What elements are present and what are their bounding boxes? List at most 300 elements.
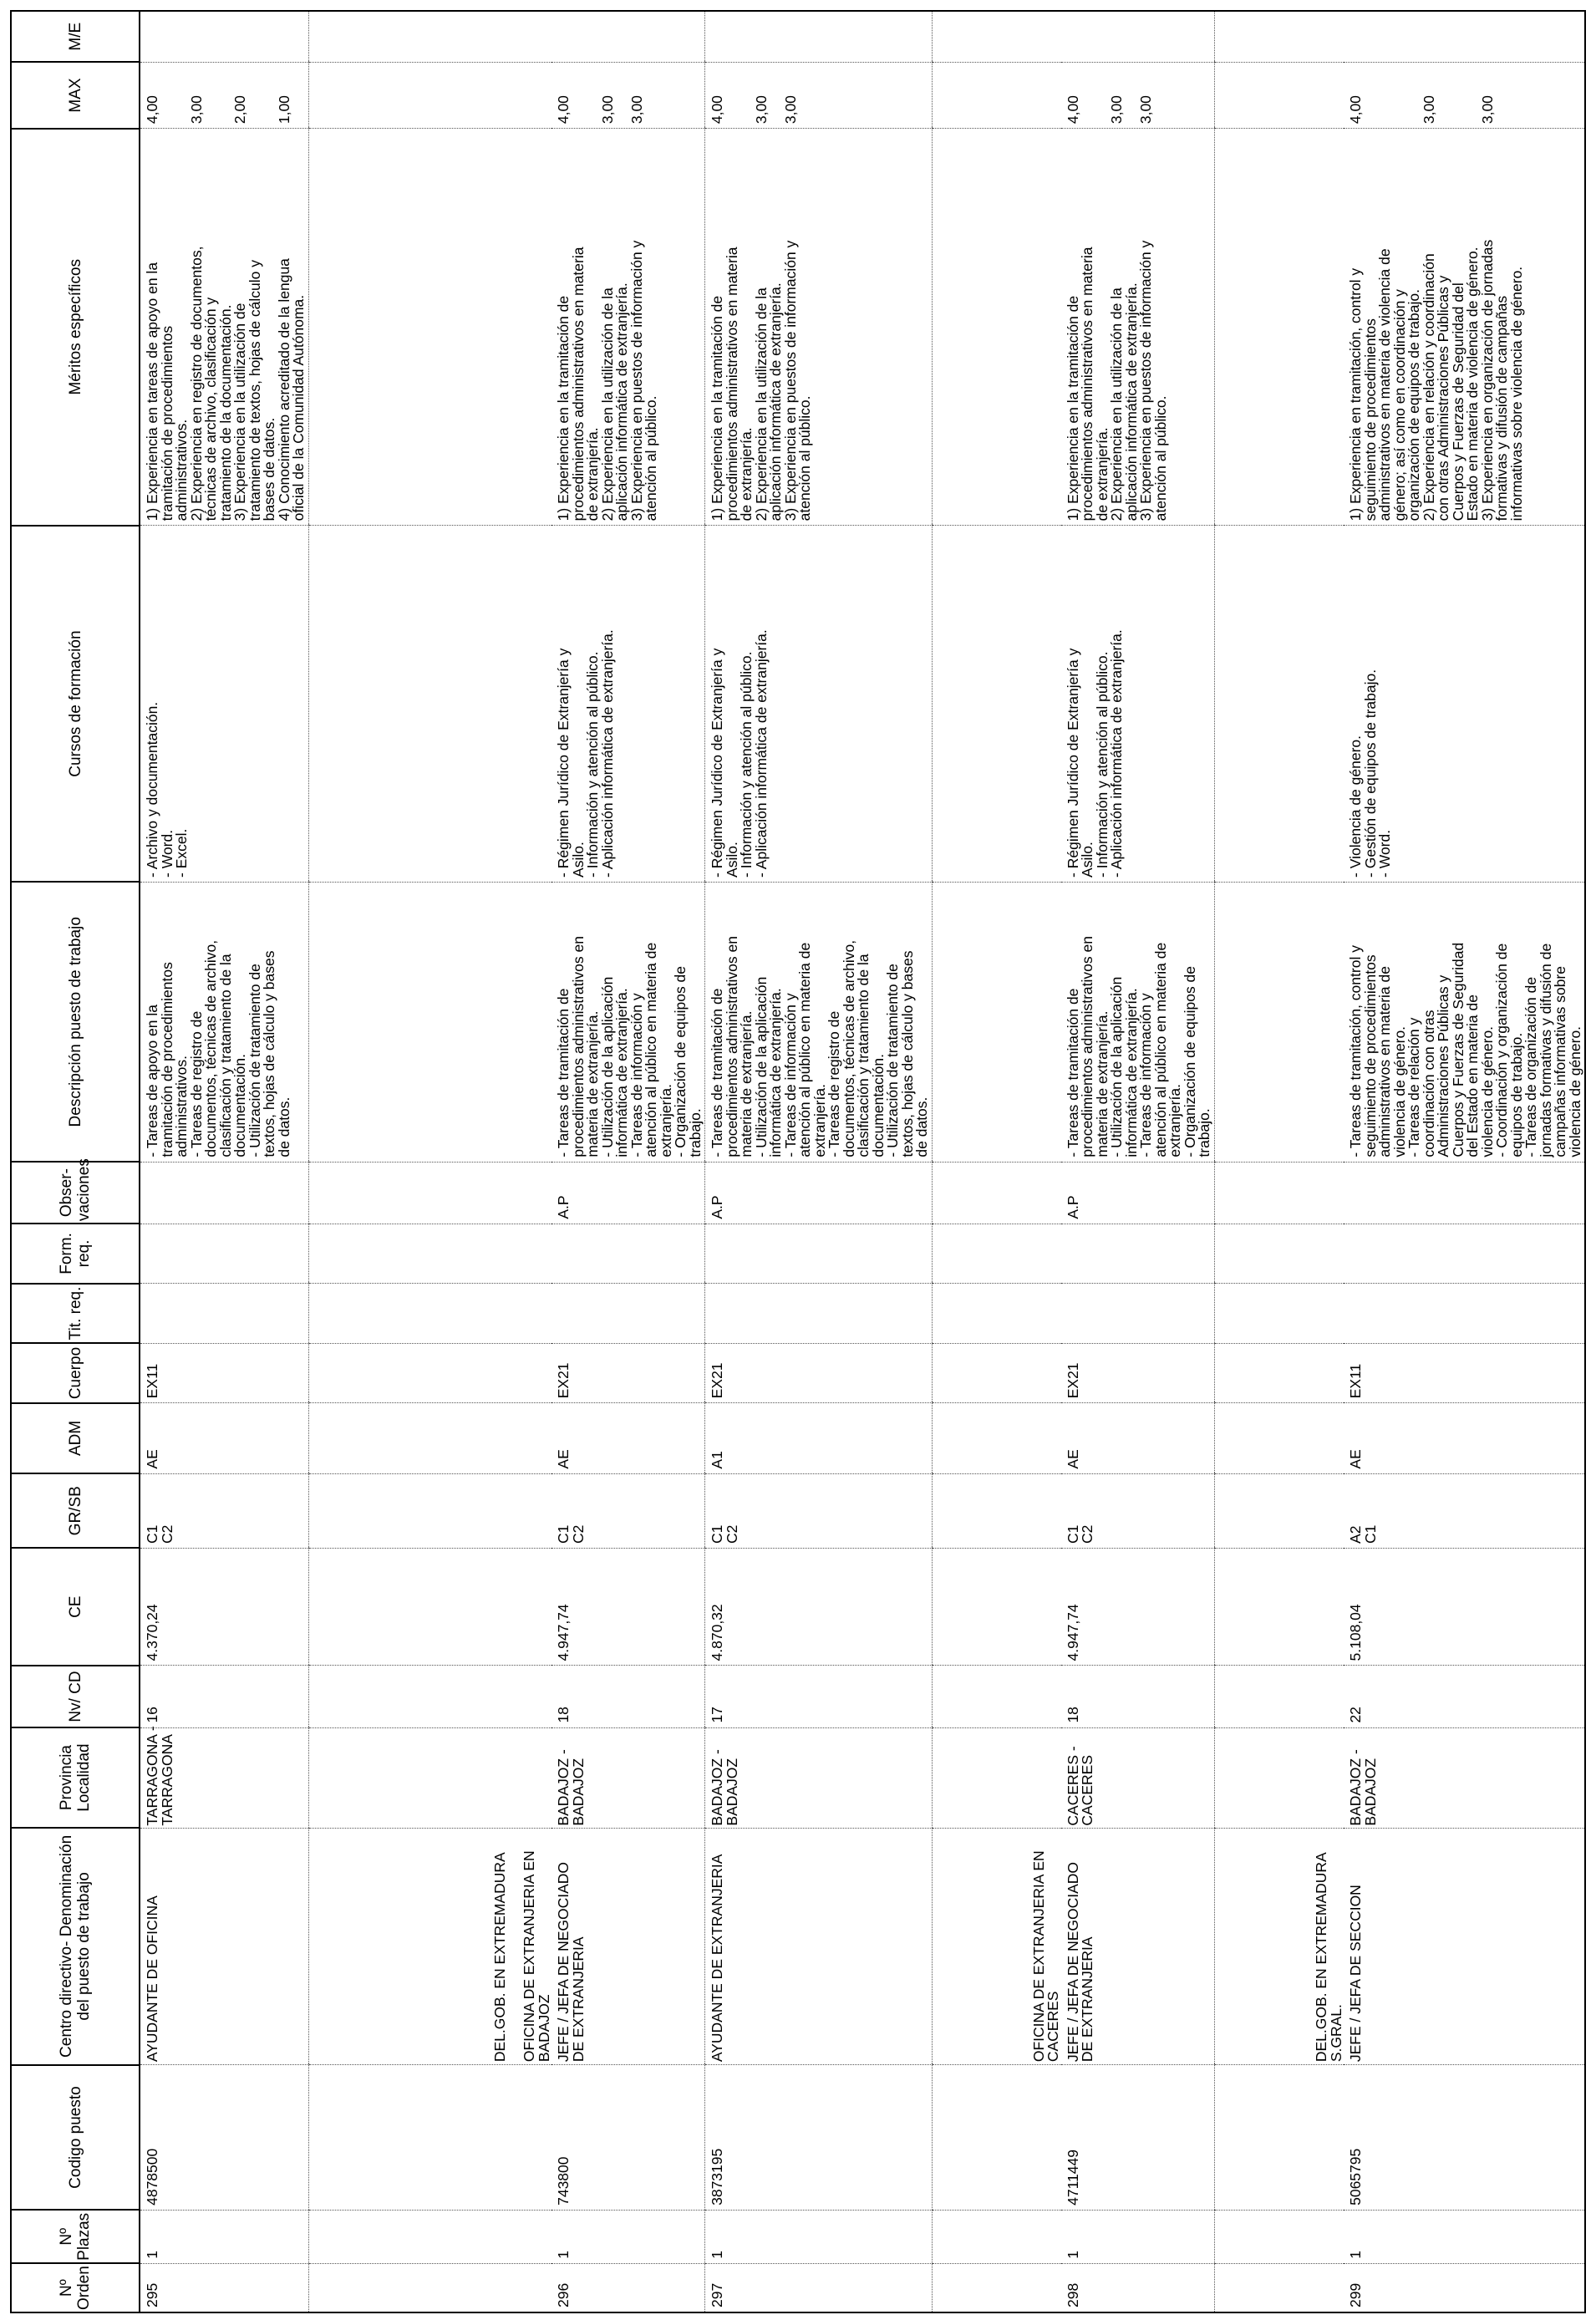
job-title-line: DE EXTRANJERIA [569, 1936, 587, 2063]
meritos-line: 4) Conocimiento acreditado de la lengua [275, 258, 292, 521]
col-header-observaciones: Obser- vaciones [11, 1162, 140, 1224]
descripcion-line: administrativos. [173, 1056, 190, 1157]
descripcion-line: - Tareas de tramitación de [555, 988, 572, 1157]
header-row [11, 11, 140, 2312]
cell-ce: 4.947,74 [1061, 1548, 1215, 1666]
cell-provincia [1061, 1727, 1215, 1828]
cell-titulacion [705, 1284, 933, 1344]
cell-max [140, 62, 308, 128]
descripcion-line: - Tareas de registro de [826, 1010, 843, 1157]
max-line: 3,00 [598, 95, 616, 125]
cell-codigo [308, 2065, 551, 2211]
descripcion-line: - Utilización de tratamiento de [246, 964, 263, 1157]
job-title-line: JEFE / JEFA DE SECCION [1347, 1885, 1364, 2063]
cell-meritos [308, 129, 551, 526]
descripcion-line: textos, hojas de cálculo y bases [261, 950, 277, 1157]
max-line [175, 66, 190, 124]
meritos-line: 2) Experiencia en relación y coordinación [1420, 253, 1437, 521]
descripcion-line: extranjería. [811, 1084, 828, 1157]
cell-descripcion [1344, 882, 1585, 1162]
col-header-codigo: Codigo puesto [11, 2065, 140, 2211]
cell-max [932, 62, 1061, 128]
max-line: 3,00 [1420, 95, 1437, 125]
descripcion-line: coordinación con otras [1420, 1010, 1437, 1157]
descripcion-line: - Utilización de la aplicación [1108, 976, 1126, 1157]
meritos-line: 2) Experiencia en la utilización de la [598, 287, 616, 521]
meritos-line: aplicación informática de extranjería. [1122, 282, 1140, 521]
descripcion-line: - Tareas de tramitación de [709, 988, 726, 1157]
col-header-centro: Centro directivo- Denominación del puesto de trabajo [11, 1828, 140, 2065]
descripcion-line: informática de extranjería. [613, 988, 631, 1157]
group-line: C2 [158, 1524, 175, 1544]
descripcion-line: informática de extranjería. [767, 988, 785, 1157]
cursos-line: - Información y atención al público. [1093, 651, 1111, 878]
meritos-line: seguimiento de procedimientos [1361, 318, 1379, 521]
cell-observaciones [308, 1162, 551, 1224]
descripcion-line: de datos. [913, 1096, 931, 1157]
cell-formacion [1061, 1224, 1215, 1284]
descripcion-line: trabajo. [1196, 1108, 1213, 1157]
cell-plazas [932, 2210, 1061, 2263]
cell-adm: AE [140, 1403, 308, 1473]
cell-formacion [705, 1224, 933, 1284]
descripcion-line: administrativos en materia de [1376, 966, 1393, 1157]
group-line: C1 [555, 1524, 572, 1544]
cell-centro [1344, 1828, 1585, 2065]
cell-orden: 297 [705, 2263, 933, 2312]
cell-grupo [705, 1473, 933, 1548]
cell-cuerpo: EX21 [705, 1343, 933, 1403]
descripcion-line: del Estado en materia de [1464, 995, 1481, 1157]
department-line: S.GRAL. [1327, 2004, 1344, 2063]
cell-titulacion [1344, 1284, 1585, 1344]
descripcion-line: extranjería. [1167, 1084, 1184, 1157]
descripcion-line: campañas informativas sobre [1552, 966, 1568, 1157]
cell-orden: 298 [1061, 2263, 1215, 2312]
department-line: OFICINA DE EXTRANJERIA EN [521, 1850, 538, 2063]
descripcion-line: - Tareas de tramitación de [1064, 988, 1081, 1157]
cell-descripcion [551, 882, 705, 1162]
cursos-line: - Régimen Jurídico de Extranjería y [1064, 648, 1081, 878]
meritos-line: de extranjería. [738, 427, 755, 521]
col-header-provincia: Provincia Localidad [11, 1727, 140, 1828]
meritos-line: 3) Experiencia en puestos de información y [628, 240, 645, 521]
group-line: C1 [1361, 1524, 1379, 1544]
cell-cursos [1061, 526, 1215, 883]
cursos-line: - Aplicación informática de extranjería. [598, 629, 616, 878]
cell-provincia [1214, 1727, 1344, 1828]
department-line: DEL.GOB. EN EXTREMADURA [491, 1852, 509, 2063]
province-line: BADAJOZ [723, 1758, 740, 1826]
descripcion-line: materia de extranjería. [738, 1010, 755, 1157]
meritos-line: procedimientos administrativos en materia [723, 247, 740, 521]
meritos-line: 1) Experiencia en la tramitación de [1064, 295, 1081, 521]
meritos-line: aplicación informática de extranjería. [767, 282, 785, 521]
descripcion-line: - Tareas de información y [1137, 993, 1155, 1157]
max-line [204, 66, 219, 124]
cell-adm: AE [551, 1403, 705, 1473]
cell-ce: 4.870,32 [705, 1548, 933, 1666]
descripcion-line: - Coordinación y organización de [1493, 943, 1510, 1157]
meritos-line: técnicas de archivo, clasificación y [202, 297, 219, 521]
meritos-line: oficial de la Comunidad Autónoma. [290, 294, 307, 521]
descripcion-line: informática de extranjería. [1122, 988, 1140, 1157]
descripcion-line: jornadas formativas y difusión de [1537, 943, 1554, 1157]
cell-orden [1214, 2263, 1344, 2312]
cell-ce [1214, 1548, 1344, 1666]
cell-adm: AE [1061, 1403, 1215, 1473]
cell-grupo [308, 1473, 551, 1548]
cell-ce: 4.947,74 [551, 1548, 705, 1666]
cell-centro [705, 1828, 933, 2065]
cell-observaciones: A.P [1061, 1162, 1215, 1224]
cell-descripcion [308, 882, 551, 1162]
province-line: TARRAGONA - [144, 1726, 160, 1826]
cell-orden [308, 2263, 551, 2312]
meritos-line: 3) Experiencia en puestos de información y [1137, 240, 1155, 521]
descripcion-line: documentación. [231, 1054, 248, 1157]
cell-grupo [1344, 1473, 1585, 1548]
descripcion-line: - Tareas de apoyo en la [144, 1005, 160, 1157]
descripcion-line: - Tareas de información y [781, 993, 799, 1157]
meritos-line: aplicación informática de extranjería. [613, 282, 631, 521]
cell-adm [932, 1403, 1061, 1473]
meritos-line: 2) Experiencia en la utilización de la [1108, 287, 1126, 521]
col-header-orden: Nº Orden [11, 2263, 140, 2312]
cell-cuerpo: EX21 [1061, 1343, 1215, 1403]
cursos-line: - Información y atención al público. [738, 651, 755, 878]
descripcion-line: documentos, técnicas de archivo, [202, 939, 219, 1157]
col-header-max: MAX [11, 62, 140, 128]
descripcion-line: Cuerpos y Fuerzas de Seguridad [1449, 942, 1466, 1157]
cell-me [551, 11, 705, 62]
job-title-line: JEFE / JEFA DE NEGOCIADO [1064, 1861, 1081, 2063]
cell-grupo [551, 1473, 705, 1548]
cell-codigo: 5065795 [1344, 2065, 1585, 2211]
cell-adm: A1 [705, 1403, 933, 1473]
cell-ce [308, 1548, 551, 1666]
cell-cuerpo [1214, 1343, 1344, 1403]
cursos-line: - Información y atención al público. [584, 651, 602, 878]
cursos-line: - Excel. [173, 828, 190, 878]
meritos-line: procedimientos administrativos en materia [1079, 247, 1096, 521]
table-row [140, 11, 308, 2312]
job-title-line: AYUDANTE DE EXTRANJERIA [709, 1854, 726, 2063]
meritos-line: 3) Experiencia en la utilización de [231, 303, 248, 521]
cell-cursos [140, 526, 308, 883]
cell-me [705, 11, 933, 62]
descripcion-line: - Utilización de la aplicación [598, 976, 616, 1157]
descripcion-line: documentos, técnicas de archivo, [840, 939, 857, 1157]
max-line: 4,00 [555, 95, 572, 125]
col-header-me: M/E [11, 11, 140, 62]
table-body [140, 11, 1585, 2312]
cell-meritos [1344, 129, 1585, 526]
cursos-line: - Violencia de género. [1347, 735, 1364, 878]
max-line: 3,00 [1108, 95, 1126, 125]
meritos-line: 3) Experiencia en puestos de información y [781, 240, 799, 521]
meritos-line: administrativos. [173, 419, 190, 521]
province-line: BADAJOZ - [709, 1749, 726, 1826]
cell-ce: 5.108,04 [1344, 1548, 1585, 1666]
group-line: C1 [144, 1524, 160, 1544]
cell-titulacion [140, 1284, 308, 1344]
cell-me [1344, 11, 1585, 62]
meritos-line: atención al público. [1151, 395, 1169, 521]
cell-me [932, 11, 1061, 62]
cursos-line: - Word. [1376, 829, 1393, 878]
max-line [1451, 66, 1466, 124]
cell-nivel [932, 1666, 1061, 1727]
max-line [160, 66, 175, 124]
cell-centro [1061, 1828, 1215, 2065]
group-line: C2 [569, 1524, 587, 1544]
department-line: CACERES [1045, 1991, 1062, 2063]
province-line: BADAJOZ - [1347, 1749, 1364, 1826]
cell-orden: 296 [551, 2263, 705, 2312]
cursos-line: - Gestión de equipos de trabajo. [1361, 669, 1379, 878]
department-line: DEL.GOB. EN EXTREMADURA [1313, 1852, 1329, 2063]
cell-plazas: 1 [1344, 2210, 1585, 2263]
cursos-line: Asilo. [569, 842, 587, 878]
cell-titulacion [932, 1284, 1061, 1344]
meritos-line: atención al público. [643, 395, 660, 521]
meritos-line: género; así como en coordinación y [1390, 289, 1408, 521]
cell-orden: 295 [140, 2263, 308, 2312]
cell-titulacion [1061, 1284, 1215, 1344]
meritos-line: bases de datos. [261, 417, 277, 521]
descripcion-line: procedimientos administrativos en [1079, 936, 1096, 1157]
col-header-nivel: Nv/ CD [11, 1666, 140, 1727]
meritos-line: procedimientos administrativos en materia [569, 247, 587, 521]
cell-cursos [1214, 526, 1344, 883]
cell-ce: 4.370,24 [140, 1548, 308, 1666]
cell-me [1214, 11, 1344, 62]
cell-nivel: 17 [705, 1666, 933, 1727]
cell-observaciones [932, 1162, 1061, 1224]
department-row [1214, 11, 1344, 2312]
table-row [705, 11, 933, 2312]
cell-cursos [308, 526, 551, 883]
col-header-cuerpo: Cuerpo [11, 1343, 140, 1403]
meritos-line: 1) Experiencia en tareas de apoyo en la [144, 262, 160, 521]
cell-orden: 299 [1344, 2263, 1585, 2312]
cell-observaciones [1214, 1162, 1344, 1224]
max-line [1364, 66, 1379, 124]
cell-descripcion [1214, 882, 1344, 1162]
descripcion-line: - Organización de equipos de [1181, 965, 1198, 1157]
cell-max [1344, 62, 1585, 128]
cell-adm [1214, 1403, 1344, 1473]
cell-nivel: 18 [551, 1666, 705, 1727]
descripcion-line: violencia de género. [1390, 1025, 1408, 1157]
cell-formacion [932, 1224, 1061, 1284]
descripcion-line: atención al público en materia de [796, 942, 814, 1157]
cell-grupo [1061, 1473, 1215, 1548]
cell-plazas: 1 [705, 2210, 933, 2263]
descripcion-line: Administraciones Públicas y [1435, 974, 1451, 1157]
cell-me [140, 11, 308, 62]
max-line [572, 66, 587, 124]
max-line: 3,00 [628, 95, 645, 125]
department-line: OFICINA DE EXTRANJERIA EN [1029, 1850, 1047, 2063]
cursos-line: - Aplicación informática de extranjería. [1108, 629, 1126, 878]
max-line: 3,00 [781, 95, 799, 125]
max-line: 3,00 [1137, 95, 1155, 125]
descripcion-line: atención al público en materia de [1151, 942, 1169, 1157]
meritos-line: 1) Experiencia en la tramitación de [555, 295, 572, 521]
col-header-titulacion: Tit. req. [11, 1284, 140, 1344]
cell-titulacion [308, 1284, 551, 1344]
cell-centro [308, 1828, 551, 2065]
cell-observaciones: A.P [551, 1162, 705, 1224]
descripcion-line: materia de extranjería. [584, 1010, 602, 1157]
descripcion-line: - Tareas de registro de [187, 1010, 205, 1157]
job-title-line: DE EXTRANJERIA [1079, 1936, 1096, 2063]
col-header-cursos: Cursos de formación [11, 526, 140, 883]
cell-formacion [1344, 1224, 1585, 1284]
cell-cursos [551, 526, 705, 883]
cell-nivel: 22 [1344, 1666, 1585, 1727]
descripcion-line: - Organización de equipos de [672, 965, 689, 1157]
max-line [725, 66, 740, 124]
group-line: C1 [1064, 1524, 1081, 1544]
group-line: C1 [709, 1524, 726, 1544]
cell-max [705, 62, 933, 128]
cell-observaciones: A.P [705, 1162, 933, 1224]
cell-descripcion [140, 882, 308, 1162]
meritos-line: Estado en materia de violencia de género. [1464, 247, 1481, 521]
cell-grupo [1214, 1473, 1344, 1548]
col-header-meritos: Méritos específicos [11, 129, 140, 526]
job-title-line: AYUDANTE DE OFICINA [144, 1895, 160, 2063]
table-row [1061, 11, 1215, 2312]
province-line: TARRAGONA [158, 1734, 175, 1826]
descripcion-line: clasificación y tratamiento de la [216, 954, 234, 1157]
cell-max [308, 62, 551, 128]
max-line: 4,00 [1347, 95, 1364, 125]
cell-meritos [1214, 129, 1344, 526]
max-line: 4,00 [1064, 95, 1081, 125]
cell-grupo [140, 1473, 308, 1548]
cell-codigo: 4878500 [140, 2065, 308, 2211]
cell-provincia [932, 1727, 1061, 1828]
max-line [1436, 66, 1451, 124]
table-row [1344, 11, 1585, 2312]
cell-nivel [308, 1666, 551, 1727]
cell-codigo: 4711449 [1061, 2065, 1215, 2211]
cell-cuerpo: EX21 [551, 1343, 705, 1403]
meritos-line: organización de equipos de trabajo. [1405, 289, 1422, 521]
cell-meritos [932, 129, 1061, 526]
group-line: A2 [1347, 1525, 1364, 1544]
cell-centro [551, 1828, 705, 2065]
cell-plazas [1214, 2210, 1344, 2263]
cell-cursos [932, 526, 1061, 883]
group-line: C2 [1079, 1524, 1096, 1544]
cursos-line: - Archivo y documentación. [144, 701, 160, 878]
cell-adm: AE [1344, 1403, 1585, 1473]
meritos-line: administrativos en materia de violencia de [1376, 248, 1393, 521]
cell-provincia [551, 1727, 705, 1828]
cell-nivel [1214, 1666, 1344, 1727]
cell-descripcion [932, 882, 1061, 1162]
cursos-line: - Régimen Jurídico de Extranjería y [709, 648, 726, 878]
max-line [248, 66, 263, 124]
cell-cuerpo: EX11 [1344, 1343, 1585, 1403]
col-header-adm: ADM [11, 1403, 140, 1473]
cell-meritos [1061, 129, 1215, 526]
descripcion-line: textos, hojas de cálculo y bases [898, 950, 916, 1157]
col-header-formacion: Form. req. [11, 1224, 140, 1284]
cell-provincia [705, 1727, 933, 1828]
max-line [1466, 66, 1481, 124]
max-line: 3,00 [752, 95, 770, 125]
cursos-line: Asilo. [1079, 842, 1096, 878]
cell-titulacion [551, 1284, 705, 1344]
descripcion-line: - Tareas de información y [628, 993, 645, 1157]
max-line: 1,00 [275, 95, 292, 125]
col-header-descripcion: Descripción puesto de trabajo [11, 882, 140, 1162]
cell-plazas [308, 2210, 551, 2263]
job-title-line: JEFE / JEFA DE NEGOCIADO [555, 1861, 572, 2063]
cell-provincia [1344, 1727, 1585, 1828]
meritos-line: 3) Experiencia en organización de jornadas [1478, 239, 1496, 521]
cell-centro [1214, 1828, 1344, 2065]
cell-cursos [705, 526, 933, 883]
cursos-line: Asilo. [723, 842, 740, 878]
descripcion-line: extranjería. [657, 1084, 674, 1157]
meritos-line: tratamiento de la documentación. [216, 304, 234, 521]
meritos-line: informativas sobre violencia de género. [1507, 266, 1525, 521]
cell-observaciones [140, 1162, 308, 1224]
cell-formacion [551, 1224, 705, 1284]
descripcion-line: equipos de trabajo. [1507, 1032, 1525, 1157]
descripcion-line: clasificación y tratamiento de la [855, 954, 872, 1157]
department-row [308, 11, 551, 2312]
province-line: BADAJOZ [1361, 1758, 1379, 1826]
max-line [1393, 66, 1408, 124]
max-line: 3,00 [1478, 95, 1496, 125]
cell-centro [932, 1828, 1061, 2065]
max-line: 4,00 [709, 95, 726, 125]
cell-max [1214, 62, 1344, 128]
cell-plazas: 1 [1061, 2210, 1215, 2263]
cell-codigo: 743800 [551, 2065, 705, 2211]
descripcion-line: violencia de género. [1478, 1025, 1496, 1157]
descripcion-line: atención al público en materia de [643, 942, 660, 1157]
max-line: 3,00 [187, 95, 205, 125]
cell-nivel: 18 [1061, 1666, 1215, 1727]
cell-observaciones [1344, 1162, 1585, 1224]
cell-formacion [140, 1224, 308, 1284]
province-line: BADAJOZ [569, 1758, 587, 1826]
cell-cursos [1344, 526, 1585, 883]
cell-me [308, 11, 551, 62]
max-line [1407, 66, 1422, 124]
cell-descripcion [705, 882, 933, 1162]
province-line: CACERES - [1064, 1746, 1081, 1826]
cell-provincia [308, 1727, 551, 1828]
cell-plazas: 1 [551, 2210, 705, 2263]
descripcion-line: documentación. [869, 1054, 887, 1157]
col-header-grupo: GR/SB [11, 1473, 140, 1548]
cell-formacion [1214, 1224, 1344, 1284]
cell-codigo [932, 2065, 1061, 2211]
descripcion-line: materia de extranjería. [1093, 1010, 1111, 1157]
cell-cuerpo [308, 1343, 551, 1403]
cell-orden [932, 2263, 1061, 2312]
